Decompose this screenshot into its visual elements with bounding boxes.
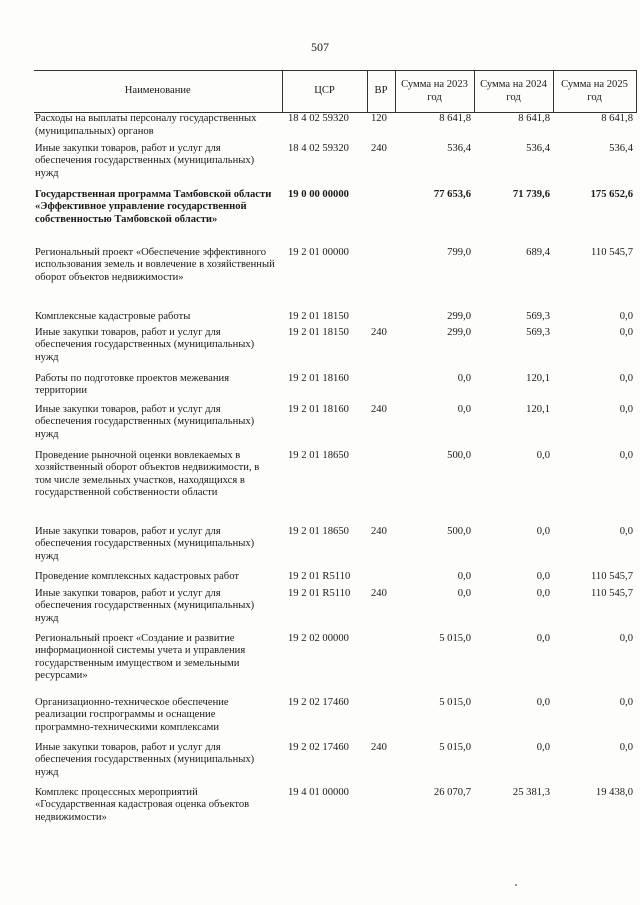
row-csr: 19 2 01 R5110	[288, 570, 351, 582]
row-vr: 120	[371, 113, 387, 124]
row-vr: 240	[371, 525, 387, 537]
table-row	[34, 327, 636, 373]
budget-table	[34, 70, 637, 831]
row-vr	[367, 571, 395, 588]
row-sum-2025: 19 438,0	[595, 786, 633, 798]
header-csr: ЦСР	[282, 71, 367, 113]
row-vr	[367, 697, 395, 742]
row-sum-2023: 0,0	[457, 372, 471, 384]
row-sum-2024: 569,3	[526, 326, 550, 338]
row-sum-2023: 0,0	[457, 570, 471, 582]
page-number: 507	[311, 40, 329, 54]
row-sum-2024: 71 739,6	[512, 188, 550, 200]
row-sum-2023: 536,4	[447, 142, 471, 154]
row-vr: 240	[371, 741, 387, 753]
table-row	[34, 571, 636, 588]
row-vr	[367, 373, 395, 404]
row-sum-2024: 0,0	[536, 570, 550, 582]
header-sum-2024: Сумма на 2024 год	[474, 71, 553, 113]
table-row	[34, 113, 636, 143]
row-sum-2025: 0,0	[619, 403, 633, 415]
row-sum-2023: 5 015,0	[439, 632, 471, 644]
row-csr: 19 2 01 00000	[288, 246, 349, 258]
row-name: Государственная программа Тамбовской области «Эффективное управление государственной собственностью Тамбовской области»	[35, 188, 272, 225]
table-header	[34, 71, 636, 113]
row-sum-2025: 0,0	[619, 696, 633, 708]
header-sum-2025: Сумма на 2025 год	[553, 71, 636, 113]
row-sum-2023: 500,0	[447, 525, 471, 537]
table-row	[34, 311, 636, 327]
row-name: Региональный проект «Создание и развитие информационной системы учета и управления государственным имуществом и земельными ресурсами»	[35, 632, 246, 682]
table-row	[34, 742, 636, 787]
row-vr	[367, 189, 395, 247]
row-csr: 19 0 00 00000	[288, 188, 349, 200]
row-name: Расходы на выплаты персоналу государственных (муниципальных) органов	[35, 113, 257, 137]
row-name: Проведение комплексных кадастровых работ	[35, 570, 239, 582]
row-sum-2024: 689,4	[526, 246, 550, 258]
row-sum-2023: 500,0	[447, 449, 471, 461]
table-row	[34, 247, 636, 311]
row-sum-2024: 0,0	[536, 632, 550, 644]
row-sum-2023: 799,0	[447, 246, 471, 258]
row-sum-2024: 120,1	[526, 403, 550, 415]
row-name: Иные закупки товаров, работ и услуг для обеспечения государственных (муниципальных) нужд	[35, 587, 255, 624]
table-row	[34, 373, 636, 404]
row-sum-2025: 0,0	[619, 525, 633, 537]
row-sum-2025: 175 652,6	[590, 188, 633, 200]
row-sum-2023: 8 641,8	[439, 113, 471, 124]
row-csr: 19 2 01 R5110	[288, 587, 351, 599]
row-sum-2024: 0,0	[536, 587, 550, 599]
row-name: Работы по подготовке проектов межевания территории	[35, 372, 230, 397]
header-name: Наименование	[34, 71, 282, 113]
row-sum-2023: 0,0	[457, 403, 471, 415]
table-row	[34, 588, 636, 633]
row-sum-2025: 0,0	[619, 741, 633, 753]
row-csr: 19 2 01 18150	[288, 326, 349, 338]
row-sum-2023: 299,0	[447, 326, 471, 338]
scan-speck	[515, 884, 517, 886]
row-vr: 240	[371, 326, 387, 338]
row-name: Иные закупки товаров, работ и услуг для обеспечения государственных (муниципальных) нужд	[35, 142, 255, 179]
row-vr	[367, 633, 395, 697]
row-sum-2025: 110 545,7	[591, 587, 633, 599]
row-sum-2023: 77 653,6	[433, 188, 471, 200]
row-csr: 18 4 02 59320	[288, 142, 349, 154]
row-vr	[367, 450, 395, 526]
row-csr: 18 4 02 59320	[288, 113, 349, 124]
row-name: Иные закупки товаров, работ и услуг для обеспечения государственных (муниципальных) нужд	[35, 403, 255, 440]
row-sum-2024: 0,0	[536, 696, 550, 708]
row-name: Комплекс процессных мероприятий «Государственная кадастровая оценка объектов недвижимости»	[35, 786, 250, 823]
row-sum-2025: 8 641,8	[601, 113, 633, 124]
table-body	[34, 113, 636, 831]
table-row	[34, 633, 636, 697]
row-sum-2025: 0,0	[619, 310, 633, 322]
row-csr: 19 2 02 17460	[288, 696, 349, 708]
row-sum-2024: 0,0	[536, 449, 550, 461]
row-sum-2023: 5 015,0	[439, 696, 471, 708]
row-sum-2024: 0,0	[536, 525, 550, 537]
row-name: Организационно-техническое обеспечение реализации госпрограммы и оснащение программно-техническими комплексами	[35, 696, 229, 733]
table-row	[34, 143, 636, 189]
row-name: Комплексные кадастровые работы	[35, 310, 191, 322]
row-name: Региональный проект «Обеспечение эффективного использования земель и вовлечение в хозяйственный оборот объектов недвижимости»	[35, 246, 275, 283]
row-name: Иные закупки товаров, работ и услуг для обеспечения государственных (муниципальных) нужд	[35, 525, 255, 562]
row-sum-2025: 536,4	[609, 142, 633, 154]
header-vr: ВР	[367, 71, 395, 113]
row-sum-2025: 0,0	[619, 326, 633, 338]
row-sum-2025: 0,0	[619, 372, 633, 384]
row-sum-2024: 0,0	[536, 741, 550, 753]
row-sum-2023: 0,0	[457, 587, 471, 599]
row-vr: 240	[371, 403, 387, 415]
row-csr: 19 2 01 18650	[288, 449, 349, 461]
row-csr: 19 4 01 00000	[288, 786, 349, 798]
header-sum-2023: Сумма на 2023 год	[395, 71, 474, 113]
row-vr: 240	[371, 587, 387, 599]
table-row	[34, 404, 636, 450]
row-csr: 19 2 02 17460	[288, 741, 349, 753]
row-sum-2024: 8 641,8	[518, 113, 550, 124]
row-csr: 19 2 02 00000	[288, 632, 349, 644]
row-sum-2025: 0,0	[619, 449, 633, 461]
row-sum-2025: 110 545,7	[591, 246, 633, 258]
row-sum-2025: 0,0	[619, 632, 633, 644]
row-csr: 19 2 01 18650	[288, 525, 349, 537]
table-row	[34, 697, 636, 742]
row-name: Иные закупки товаров, работ и услуг для обеспечения государственных (муниципальных) нужд	[35, 326, 255, 363]
table-row	[34, 787, 636, 831]
row-name: Иные закупки товаров, работ и услуг для обеспечения государственных (муниципальных) нужд	[35, 741, 255, 778]
row-sum-2023: 299,0	[447, 310, 471, 322]
row-vr: 240	[371, 142, 387, 154]
row-sum-2024: 25 381,3	[512, 786, 550, 798]
row-sum-2023: 5 015,0	[439, 741, 471, 753]
row-name: Проведение рыночной оценки вовлекаемых в хозяйственный оборот объектов недвижимости, в том числе земельных участков, находящихся в государственной собственности области	[35, 449, 260, 499]
row-sum-2024: 536,4	[526, 142, 550, 154]
row-sum-2024: 569,3	[526, 310, 550, 322]
table-row	[34, 526, 636, 571]
table-row	[34, 450, 636, 526]
row-sum-2024: 120,1	[526, 372, 550, 384]
row-vr	[367, 247, 395, 311]
row-sum-2023: 26 070,7	[433, 786, 471, 798]
row-vr	[367, 311, 395, 327]
row-vr	[367, 787, 395, 831]
row-csr: 19 2 01 18160	[288, 403, 349, 415]
table-row	[34, 189, 636, 247]
row-sum-2025: 110 545,7	[591, 570, 633, 582]
row-csr: 19 2 01 18150	[288, 310, 349, 322]
row-csr: 19 2 01 18160	[288, 372, 349, 384]
